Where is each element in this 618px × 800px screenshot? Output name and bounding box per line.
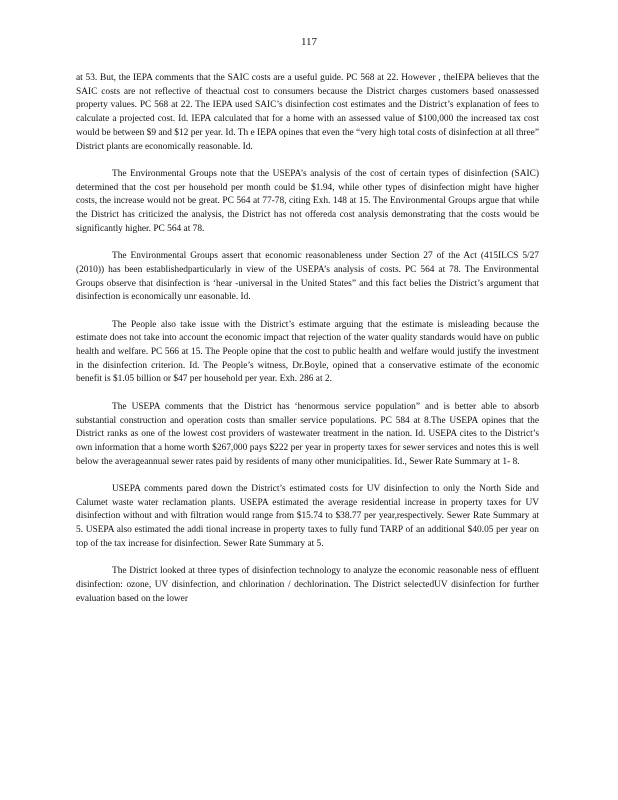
- paragraph-environmental-groups-usepa-analysis: The Environmental Groups note that the USEPA’s analysis of the cost of certain types of disinfection (SAIC) determined that the cost per household per month could be $1.94, while other types of disinfection might have higher costs, the increase would not be great. PC 564 at 77-78, citing Exh. 148 at 15. The Environmental Groups argue that while the District has criticized the analysis, the District has not offereda cost analysis demonstrating that the costs would be significantly higher. PC 564 at 78.: [76, 168, 539, 234]
- page-number: 117: [300, 36, 318, 48]
- paragraph-usepa-uv-costs: USEPA comments pared down the District’s estimated costs for UV disinfection to only the North Side and Calumet waste water reclamation plants. USEPA estimated the average residential increase in property taxes for UV disinfection without and with filtration would range from $15.74 to $38.77 per year,respectively. Sewer Rate Summary at 5. USEPA also estimated the addi tional increase in property taxes to fully fund TARP of an additional $40.05 per year on top of the tax increase for disinfection. Sewer Rate Summary at 5.: [76, 484, 539, 549]
- paragraph-usepa-service-population: The USEPA comments that the District has ‘henormous service population” and is better able to absorb substantial construction and operation costs than smaller service populations. PC 584 at 8.The USEPA opines that the District ranks as one of the lowest cost providers of wastewater treatment in the nation. Id. USEPA cites to the District’s own information that a home worth $267,000 pays $222 per year in property taxes for sewer services and notes this is well below the averageannual sewer rates paid by residents of many other municipalities. Id., Sewer Rate Summary at 1- 8.: [76, 401, 539, 467]
- paragraph-iepa-comments: at 53. But, the IEPA comments that the SAIC costs are a useful guide. PC 568 at 22. However , theIEPA believes that the SAIC costs are not reflective of theactual cost to consumers because the District charges customers based onassessed property values. PC 568 at 22. The IEPA used SAIC’s disinfection cost estimates and the District’s explanation of fees to calculate a projected cost. Id. IEPA calculated that for a home with an assessed value of $100,000 the increased tax cost would be between $9 and $12 per year. Id. Th e IEPA opines that even the “very high total costs of disinfection at all three” District plants are economically reasonable. Id.: [76, 73, 539, 152]
- paragraph-district-technologies: The District looked at three types of disinfection technology to analyze the economic reasonable ness of effluent disinfection: ozone, UV disinfection, and chlorination / dechlorination. The District selectedUV disinfection for further evaluation based on the lower: [76, 566, 539, 604]
- paragraph-environmental-groups-reasonableness: The Environmental Groups assert that economic reasonableness under Section 27 of the Act (415ILCS 5/27 (2010)) has been establishedparticularly in view of the USEPA’s analysis of costs. PC 564 at 78. The Environmental Groups observe that disinfection is ‘hear -universal in the United States” and this fact belies the District’s argument that disinfection is economically unr easonable. Id.: [76, 251, 539, 303]
- paragraph-people-estimate: The People also take issue with the District’s estimate arguing that the estimate is misleading because the estimate does not take into account the economic impact that rejection of the water quality standards would have on public health and welfare. PC 566 at 15. The People opine that the cost to public health and welfare would justify the investment in the disinfection criterion. Id. The People’s witness, Dr.Boyle, opined that a conservative estimate of the economic benefit is $1.05 billion or $47 per household per year. Exh. 286 at 2.: [76, 319, 539, 385]
- document-body: [76, 72, 539, 620]
